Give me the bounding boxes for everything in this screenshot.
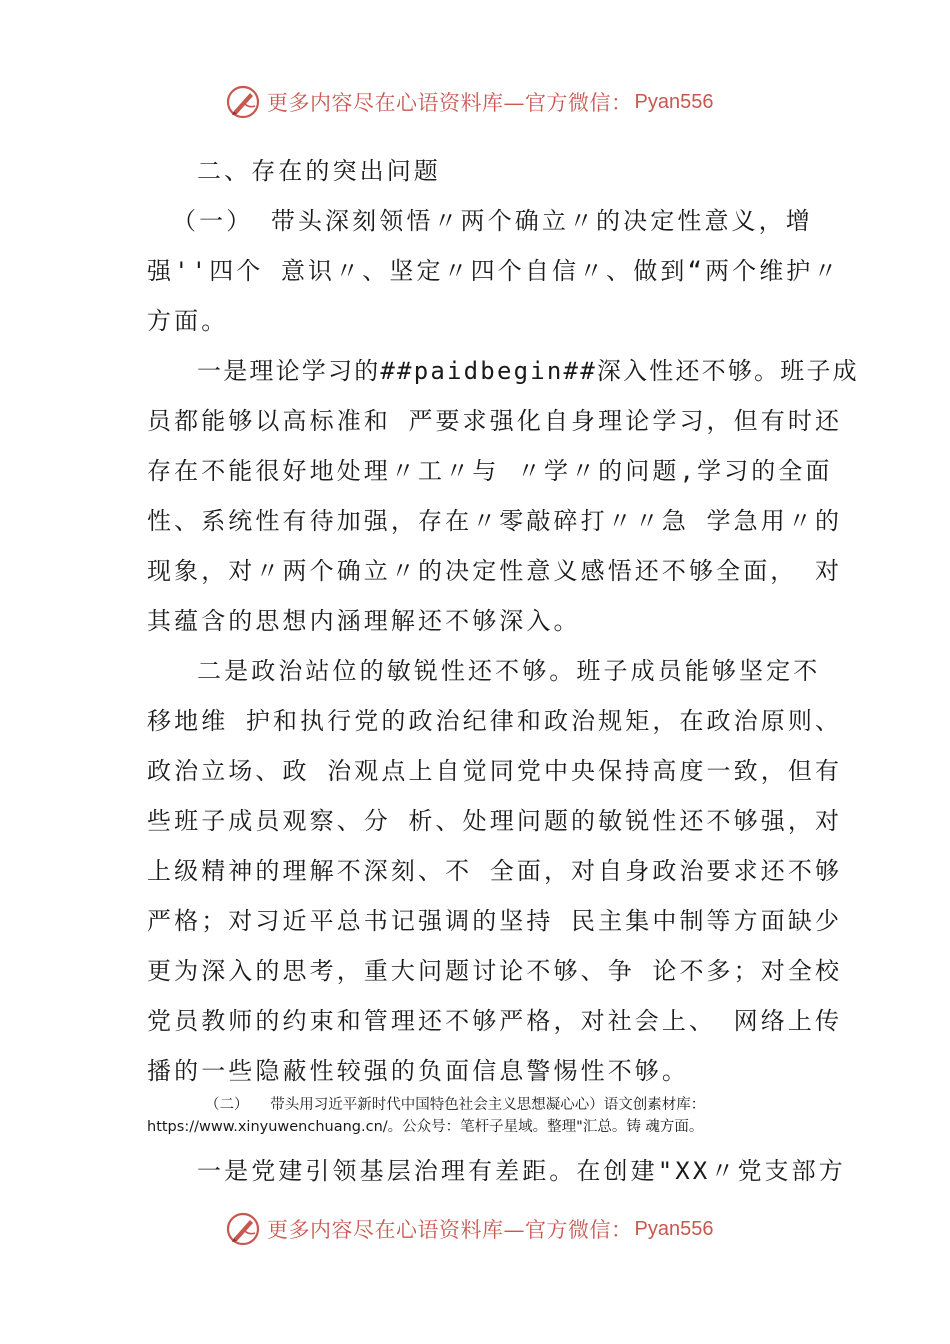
paragraph-line: 性、系统性有待加强，存在〃零敲碎打〃〃急 学急用〃的 xyxy=(147,507,843,535)
paragraph-line: 更为深入的思考，重大问题讨论不够、争 论不多；对全校 xyxy=(147,957,843,985)
pen-logo-icon xyxy=(225,1211,261,1247)
paragraph-line: 存在不能很好地处理〃工〃与 〃学〃的问题,学习的全面 xyxy=(147,457,833,485)
footer-banner xyxy=(225,1207,713,1251)
paragraph-line: 强''四个 意识〃、坚定〃四个自信〃、做到“两个维护〃 xyxy=(147,257,841,285)
paragraph-line: 其蕴含的思想内涵理解还不够深入。 xyxy=(147,607,581,635)
paragraph-line: 一是理论学习的##paidbegin##深入性还不够。班子成 xyxy=(197,357,859,385)
banner-text: 更多内容尽在心语资料库—官方微信： xyxy=(267,1218,633,1242)
banner-wechat-id: Pyan556 xyxy=(634,1217,714,1240)
paragraph-line: 政治立场、政 治观点上自觉同党中央保持高度一致，但有 xyxy=(147,757,843,785)
section-heading: 二、存在的突出问题 xyxy=(197,157,441,185)
inserted-note-line: https://www.xinyuwenchuang.cn/。公众号：笔杆子星域。整理"汇总。铸 魂方面。 xyxy=(147,1119,704,1135)
pen-logo-icon xyxy=(225,84,261,120)
paragraph-line: 现象，对〃两个确立〃的决定性意义感悟还不够全面， 对 xyxy=(147,557,843,585)
paragraph-line: 方面。 xyxy=(147,307,229,335)
paragraph-line: 上级精神的理解不深刻、不 全面，对自身政治要求还不够 xyxy=(147,857,843,885)
banner-wechat-id: Pyan556 xyxy=(634,90,714,113)
inserted-note-line: （二） 带头用习近平新时代中国特色社会主义思想凝心心）语文创素材库： xyxy=(205,1097,706,1113)
paragraph-line: 一是党建引领基层治理有差距。在创建"XX〃党支部方 xyxy=(197,1157,846,1185)
paragraph-line: 严格；对习近平总书记强调的坚持 民主集中制等方面缺少 xyxy=(147,907,843,935)
paragraph-line: 移地维 护和执行党的政治纪律和政治规矩，在政治原则、 xyxy=(147,707,843,735)
banner-text: 更多内容尽在心语资料库—官方微信： xyxy=(267,91,633,115)
paragraph-line: 些班子成员观察、分 析、处理问题的敏锐性还不够强，对 xyxy=(147,807,843,835)
header-banner xyxy=(225,80,713,124)
subsection-heading-line: （一） 带头深刻领悟〃两个确立〃的决定性意义，增 xyxy=(172,207,813,235)
paragraph-line: 党员教师的约束和管理还不够严格，对社会上、 网络上传 xyxy=(147,1007,843,1035)
paragraph-line: 二是政治站位的敏锐性还不够。班子成员能够坚定不 xyxy=(197,657,821,685)
paragraph-line: 员都能够以高标准和 严要求强化自身理论学习，但有时还 xyxy=(147,407,843,435)
paragraph-line: 播的一些隐蔽性较强的负面信息警惕性不够。 xyxy=(147,1057,689,1085)
